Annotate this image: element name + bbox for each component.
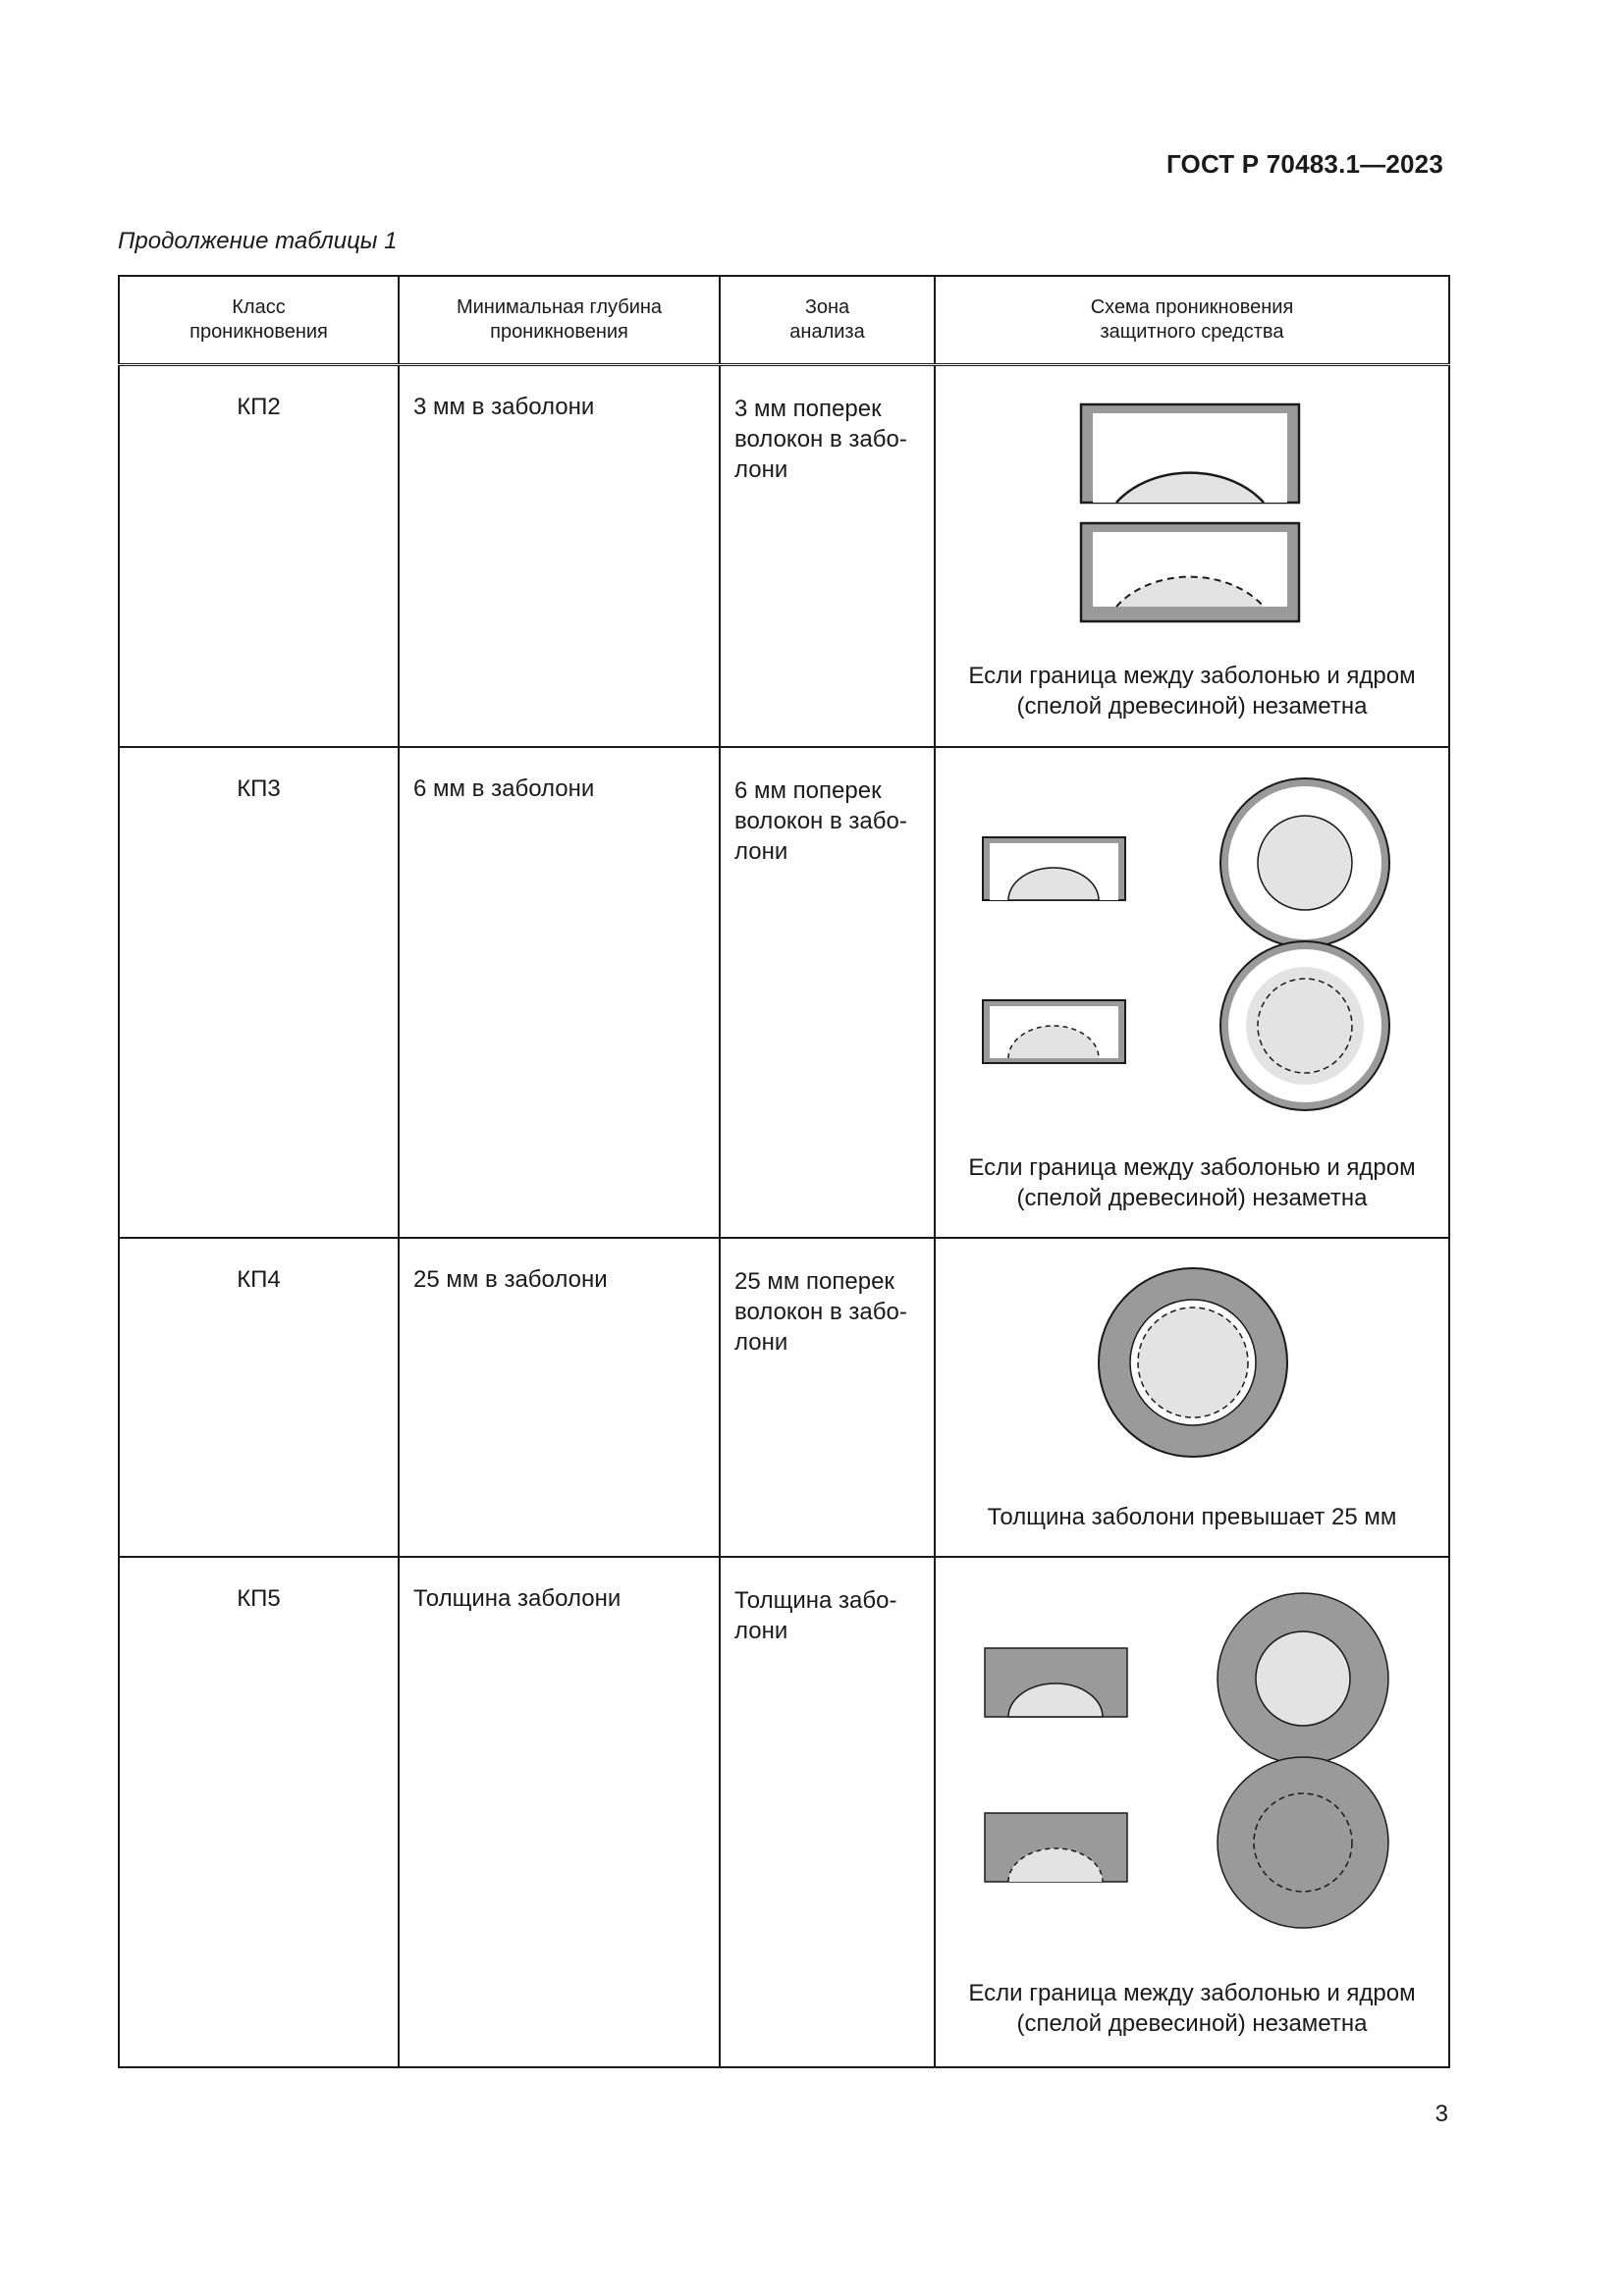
log-section-solid-boundary bbox=[1218, 1593, 1388, 1764]
scheme-cell bbox=[935, 1238, 1449, 1557]
scheme-note: Если граница между заболонью и ядром (спелой древесиной) незаметна bbox=[968, 1979, 1416, 2037]
log-section-solid-boundary bbox=[1220, 778, 1389, 947]
header-analysis-zone: Зона анализа bbox=[720, 276, 935, 365]
table-row-kp2 bbox=[119, 365, 1449, 747]
table-header-row bbox=[119, 276, 1449, 365]
log-section-dashed-boundary bbox=[1218, 1757, 1388, 1928]
table-row-kp3 bbox=[119, 747, 1449, 1238]
header-scheme: Схема проникновения защитного средства bbox=[935, 276, 1449, 365]
board-section-dashed-boundary bbox=[983, 1000, 1125, 1063]
scheme-cell bbox=[935, 747, 1449, 1238]
penetration-class-table bbox=[118, 275, 1450, 2068]
scheme-note: Если граница между заболонью и ядром (спелой древесиной) незаметна bbox=[968, 663, 1416, 720]
class-cell: КП4 bbox=[119, 1238, 399, 1557]
scheme-cell bbox=[935, 365, 1449, 747]
header-class: Класс проникновения bbox=[119, 276, 399, 365]
depth-cell: 25 мм в заболони bbox=[399, 1238, 720, 1557]
log-section-thick-sapwood bbox=[1099, 1268, 1287, 1457]
log-section-dashed-boundary bbox=[1220, 941, 1389, 1110]
board-section-dashed-boundary bbox=[1081, 523, 1299, 621]
document-code: ГОСТ Р 70483.1—2023 bbox=[1165, 149, 1443, 179]
header-min-depth: Минимальная глубина проникновения bbox=[399, 276, 720, 365]
table-row-kp5 bbox=[119, 1557, 1449, 2067]
zone-cell: 3 мм поперек волокон в забо- лони bbox=[720, 365, 935, 747]
board-section-solid-boundary bbox=[983, 837, 1125, 900]
scheme-cell bbox=[935, 1557, 1449, 2067]
table-caption: Продолжение таблицы 1 bbox=[118, 228, 398, 254]
class-cell: КП5 bbox=[119, 1557, 399, 2067]
depth-cell: Толщина заболони bbox=[399, 1557, 720, 2067]
zone-cell: Толщина забо- лони bbox=[720, 1557, 935, 2067]
table-row-kp4 bbox=[119, 1238, 1449, 1557]
depth-cell: 6 мм в заболони bbox=[399, 747, 720, 1238]
board-section-solid-boundary bbox=[1081, 404, 1299, 503]
depth-cell: 3 мм в заболони bbox=[399, 365, 720, 747]
scheme-note: Если граница между заболонью и ядром (спелой древесиной) незаметна bbox=[968, 1153, 1416, 1211]
page-number: 3 bbox=[1435, 2101, 1448, 2127]
zone-cell: 6 мм поперек волокон в забо- лони bbox=[720, 747, 935, 1238]
scheme-note: Толщина заболони превышает 25 мм bbox=[987, 1503, 1397, 1530]
board-section-dashed-boundary bbox=[985, 1813, 1127, 1882]
class-cell: КП3 bbox=[119, 747, 399, 1238]
zone-cell: 25 мм поперек волокон в забо- лони bbox=[720, 1238, 935, 1557]
board-section-solid-boundary bbox=[985, 1648, 1127, 1717]
class-cell: КП2 bbox=[119, 365, 399, 747]
